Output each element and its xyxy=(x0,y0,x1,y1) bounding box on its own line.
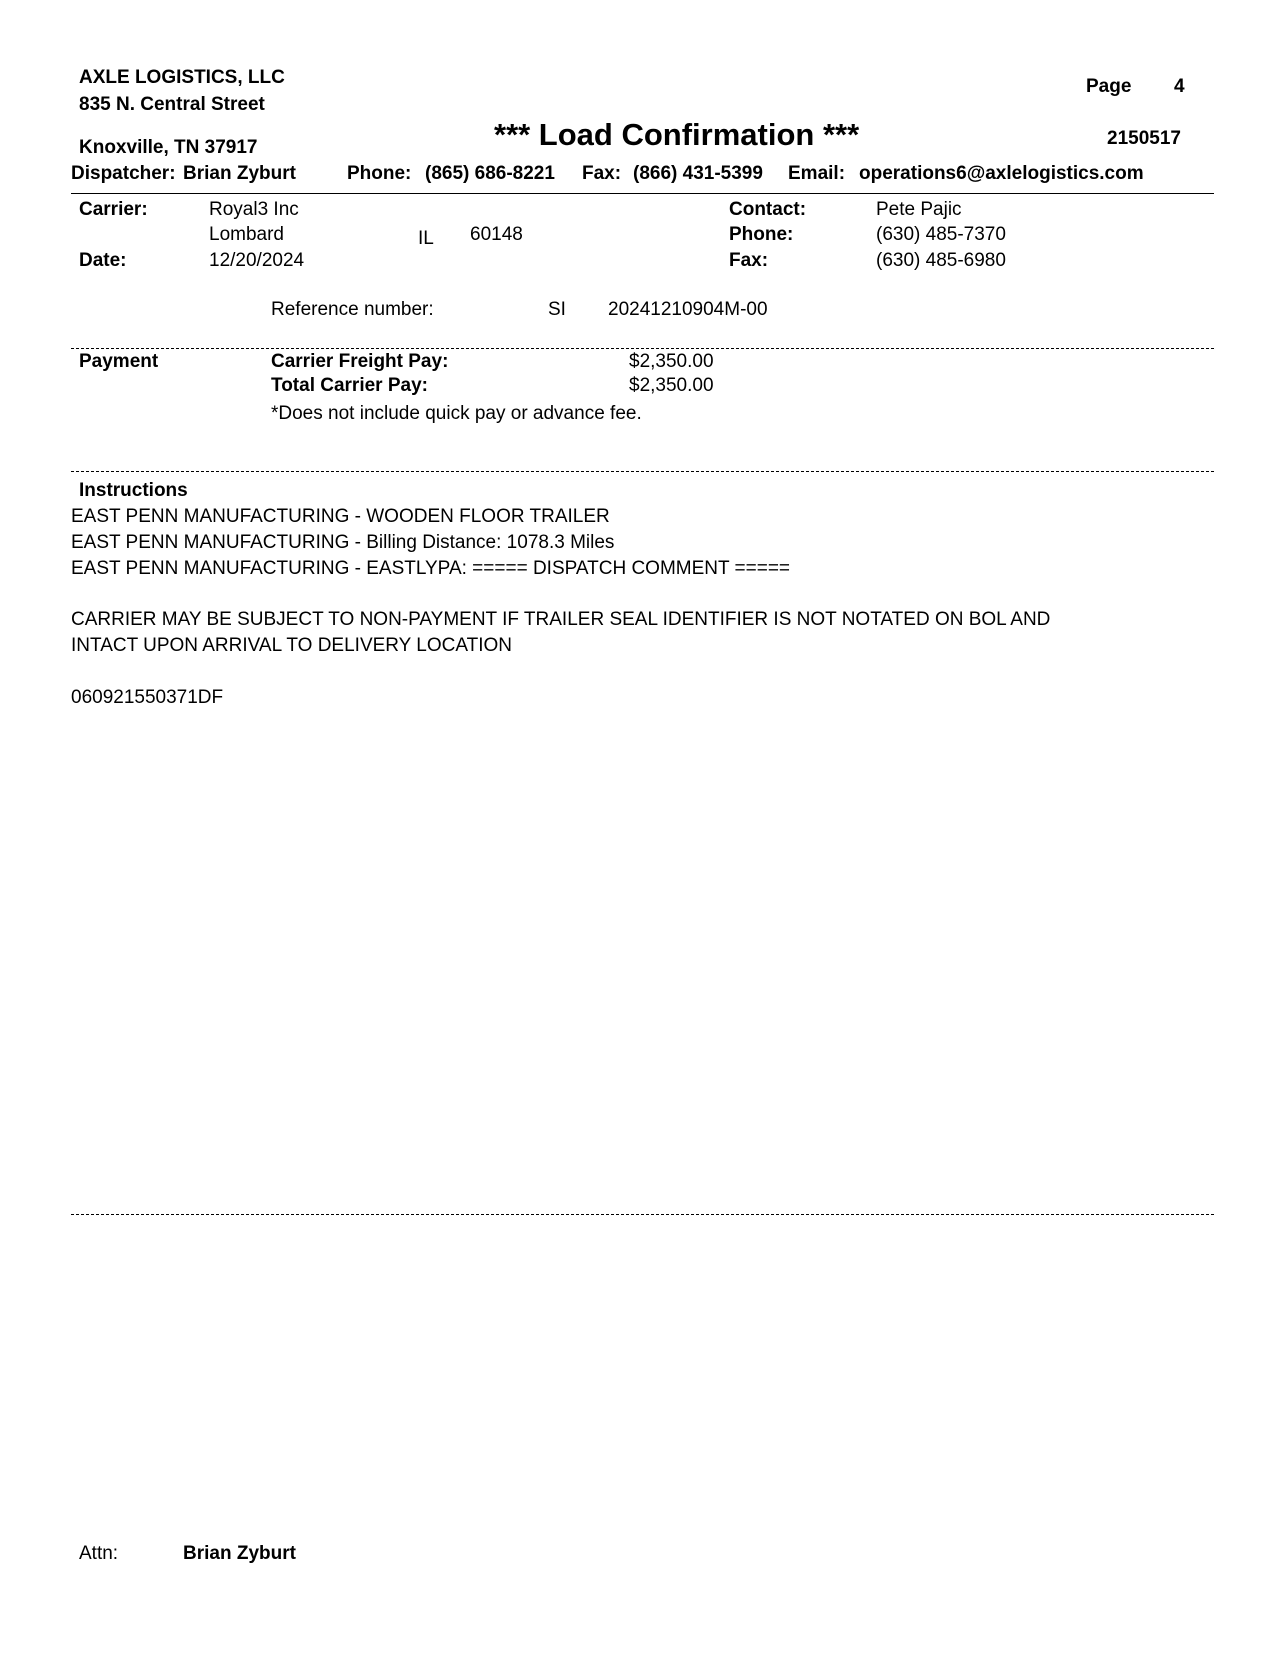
carrier-state: IL xyxy=(418,228,434,249)
carrier-phone-label: Phone: xyxy=(729,224,794,245)
company-name: AXLE LOGISTICS, LLC xyxy=(79,67,285,88)
instruction-code: 060921550371DF xyxy=(71,687,224,708)
instruction-line: EAST PENN MANUFACTURING - Billing Distance: 1078.3 Miles xyxy=(71,532,615,553)
contact-label: Contact: xyxy=(729,199,807,220)
header-divider xyxy=(71,193,1214,194)
company-street: 835 N. Central Street xyxy=(79,94,265,115)
instructions-end-divider xyxy=(71,1214,1214,1215)
carrier-fax: (630) 485-6980 xyxy=(876,250,1006,271)
freight-pay-label: Carrier Freight Pay: xyxy=(271,351,449,372)
contact-name: Pete Pajic xyxy=(876,199,962,220)
payment-divider xyxy=(71,471,1214,472)
dispatch-phone-label: Phone: xyxy=(347,163,412,184)
dispatch-fax: (866) 431-5399 xyxy=(633,163,763,184)
carrier-fax-label: Fax: xyxy=(729,250,769,271)
dispatch-phone: (865) 686-8221 xyxy=(425,163,555,184)
dispatcher-name: Brian Zyburt xyxy=(183,163,296,184)
reference-type: SI xyxy=(548,299,566,320)
carrier-name: Royal3 Inc xyxy=(209,199,299,220)
payment-note: *Does not include quick pay or advance fee. xyxy=(271,403,642,424)
attn-label: Attn: xyxy=(79,1543,119,1564)
total-pay-label: Total Carrier Pay: xyxy=(271,375,428,396)
seal-warning-line: INTACT UPON ARRIVAL TO DELIVERY LOCATION xyxy=(71,635,512,656)
instruction-line: EAST PENN MANUFACTURING - EASTLYPA: ===== DISPATCH COMMENT ===== xyxy=(71,558,791,579)
load-number: 2150517 xyxy=(1107,128,1181,149)
instructions-heading: Instructions xyxy=(79,480,188,501)
carrier-label: Carrier: xyxy=(79,199,148,220)
freight-pay-value: $2,350.00 xyxy=(629,351,714,372)
dispatch-email-label: Email: xyxy=(788,163,846,184)
dispatch-fax-label: Fax: xyxy=(582,163,622,184)
carrier-zip: 60148 xyxy=(470,224,523,245)
reference-number: 20241210904M-00 xyxy=(608,299,768,320)
reference-divider xyxy=(71,348,1214,349)
carrier-phone: (630) 485-7370 xyxy=(876,224,1006,245)
reference-label: Reference number: xyxy=(271,299,434,320)
dispatch-email: operations6@axlelogistics.com xyxy=(859,163,1144,184)
date-label: Date: xyxy=(79,250,127,271)
total-pay-value: $2,350.00 xyxy=(629,375,714,396)
page-title: *** Load Confirmation *** xyxy=(494,117,860,152)
instruction-line: EAST PENN MANUFACTURING - WOODEN FLOOR TRAILER xyxy=(71,506,610,527)
dispatcher-label: Dispatcher: xyxy=(71,163,176,184)
page-label: Page xyxy=(1086,76,1132,97)
attn-name: Brian Zyburt xyxy=(183,1543,296,1564)
payment-label: Payment xyxy=(79,351,159,372)
seal-warning-line: CARRIER MAY BE SUBJECT TO NON-PAYMENT IF TRAILER SEAL IDENTIFIER IS NOT NOTATED ON BOL AND xyxy=(71,609,1051,630)
date-value: 12/20/2024 xyxy=(209,250,305,271)
carrier-city: Lombard xyxy=(209,224,284,245)
page-number: 4 xyxy=(1174,76,1185,97)
company-city: Knoxville, TN 37917 xyxy=(79,137,258,158)
